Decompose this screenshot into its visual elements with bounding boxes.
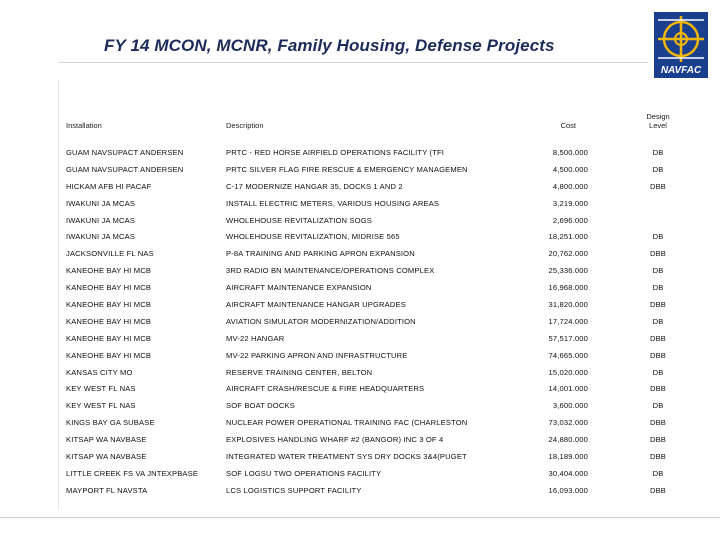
cost-cell: 4,500.000 xyxy=(552,164,588,174)
cost-cell: 3,219.000 xyxy=(552,198,588,208)
table-row xyxy=(0,484,720,501)
installation-cell: KANEOHE BAY HI MCB xyxy=(66,283,152,293)
design-level-cell: DB xyxy=(652,468,664,478)
cost-cell: 18,189.000 xyxy=(548,452,588,462)
design-level-cell: DB xyxy=(652,367,664,377)
description-cell: AVIATION SIMULATOR MODERNIZATION/ADDITION xyxy=(226,316,416,326)
cost-cell: 4,800.000 xyxy=(552,181,588,191)
column-header-description: Description xyxy=(226,121,264,130)
design-level-cell: DB xyxy=(652,316,664,326)
installation-cell: KANEOHE BAY HI MCB xyxy=(66,316,152,326)
footer-divider xyxy=(0,517,720,518)
design-level-cell: DB xyxy=(652,266,664,276)
table-row xyxy=(0,433,720,450)
description-cell: MV-22 HANGAR xyxy=(226,333,285,343)
description-cell: AIRCRAFT MAINTENANCE HANGAR UPGRADES xyxy=(226,300,406,310)
design-level-cell: DBB xyxy=(649,435,667,445)
table-row xyxy=(0,230,720,247)
installation-cell: JACKSONVILLE FL NAS xyxy=(66,249,154,259)
table-row xyxy=(0,281,720,298)
description-cell: INSTALL ELECTRIC METERS, VARIOUS HOUSING AREAS xyxy=(226,198,440,208)
cost-cell: 25,336.000 xyxy=(548,266,588,276)
logo-text: NAVFAC xyxy=(660,65,702,76)
cost-cell: 17,724.000 xyxy=(548,316,588,326)
design-level-cell: DB xyxy=(652,283,664,293)
cost-cell: 14,001.000 xyxy=(548,384,588,394)
column-header-cost: Cost xyxy=(560,121,576,130)
installation-cell: LITTLE CREEK FS VA JNTEXPBASE xyxy=(66,468,199,478)
table-row xyxy=(0,214,720,231)
design-level-cell: DBB xyxy=(649,350,667,360)
projects-table-body xyxy=(0,146,720,501)
table-row xyxy=(0,467,720,484)
table-row xyxy=(0,180,720,197)
table-row xyxy=(0,349,720,366)
design-level-cell: DB xyxy=(652,232,664,242)
table-row xyxy=(0,399,720,416)
description-cell: PRTC - RED HORSE AIRFIELD OPERATIONS FACILITY (TFI xyxy=(226,148,445,157)
cost-cell: 30,404.000 xyxy=(548,468,588,478)
installation-cell: KANEOHE BAY HI MCB xyxy=(66,266,152,276)
table-row xyxy=(0,332,720,349)
design-level-cell: DBB xyxy=(649,333,667,343)
column-header-design-level: Design Level xyxy=(646,112,670,130)
installation-cell: GUAM NAVSUPACT ANDERSEN xyxy=(66,164,184,174)
description-cell: AIRCRAFT MAINTENANCE EXPANSION xyxy=(226,283,372,293)
cost-cell: 16,968.000 xyxy=(548,283,588,293)
installation-cell: KITSAP WA NAVBASE xyxy=(66,452,147,462)
installation-cell: KEY WEST FL NAS xyxy=(66,384,136,394)
description-cell: 3RD RADIO BN MAINTENANCE/OPERATIONS COMPLEX xyxy=(226,266,435,276)
design-level-cell: DBB xyxy=(649,452,667,462)
installation-cell: IWAKUNI JA MCAS xyxy=(66,215,136,225)
design-level-cell: DBB xyxy=(649,384,667,394)
table-row xyxy=(0,163,720,180)
cost-cell: 74,665.000 xyxy=(548,350,588,360)
table-row xyxy=(0,382,720,399)
description-cell: PRTC SILVER FLAG FIRE RESCUE & EMERGENCY MANAGEMEN xyxy=(226,164,468,174)
installation-cell: KANSAS CITY MO xyxy=(66,367,133,377)
design-level-cell: DBB xyxy=(649,249,667,259)
cost-cell: 24,880.000 xyxy=(548,435,588,445)
description-cell: INTEGRATED WATER TREATMENT SYS DRY DOCKS 3&4(PUGET xyxy=(226,452,467,462)
installation-cell: KANEOHE BAY HI MCB xyxy=(66,350,152,360)
cost-cell: 2,696.000 xyxy=(552,215,588,225)
description-cell: WHOLEHOUSE REVITALIZATION SOGS xyxy=(226,215,372,225)
table-row xyxy=(0,298,720,315)
design-level-cell: DB xyxy=(652,401,664,411)
table-row xyxy=(0,247,720,264)
cost-cell: 16,093.000 xyxy=(548,485,588,495)
table-row xyxy=(0,264,720,281)
installation-cell: GUAM NAVSUPACT ANDERSEN xyxy=(66,148,184,157)
table-row xyxy=(0,197,720,214)
description-cell: SOF LOGSU TWO OPERATIONS FACILITY xyxy=(226,468,382,478)
table-row xyxy=(0,315,720,332)
cost-cell: 31,820.000 xyxy=(548,300,588,310)
installation-cell: MAYPORT FL NAVSTA xyxy=(66,485,148,495)
design-level-cell: DBB xyxy=(649,181,667,191)
installation-cell: KEY WEST FL NAS xyxy=(66,401,136,411)
cost-cell: 15,020.000 xyxy=(548,367,588,377)
cost-cell: 18,251.000 xyxy=(548,232,588,242)
description-cell: RESERVE TRAINING CENTER, BELTON xyxy=(226,367,373,377)
installation-cell: KANEOHE BAY HI MCB xyxy=(66,300,152,310)
installation-cell: IWAKUNI JA MCAS xyxy=(66,232,136,242)
cost-cell: 57,517.000 xyxy=(548,333,588,343)
column-header-installation: Installation xyxy=(66,121,102,130)
cost-cell: 8,500.000 xyxy=(552,148,588,157)
table-row xyxy=(0,146,720,163)
design-level-cell: DB xyxy=(652,148,664,157)
description-cell: C-17 MODERNIZE HANGAR 35, DOCKS 1 AND 2 xyxy=(226,181,403,191)
installation-cell: KANEOHE BAY HI MCB xyxy=(66,333,152,343)
table-header xyxy=(0,110,720,132)
description-cell: EXPLOSIVES HANDLING WHARF #2 (BANGOR) INC 3 OF 4 xyxy=(226,435,444,445)
design-level-cell: DBB xyxy=(649,485,667,495)
page-title: FY 14 MCON, MCNR, Family Housing, Defense Projects xyxy=(104,36,555,55)
design-level-cell: DBB xyxy=(649,300,667,310)
cost-cell: 20,762.000 xyxy=(548,249,588,259)
description-cell: MV-22 PARKING APRON AND INFRASTRUCTURE xyxy=(226,350,408,360)
description-cell: P-8A TRAINING AND PARKING APRON EXPANSION xyxy=(226,249,415,259)
cost-cell: 73,032.000 xyxy=(548,418,588,428)
cost-cell: 3,600.000 xyxy=(552,401,588,411)
table-row xyxy=(0,416,720,433)
table-row xyxy=(0,450,720,467)
description-cell: LCS LOGISTICS SUPPORT FACILITY xyxy=(226,485,362,495)
description-cell: NUCLEAR POWER OPERATIONAL TRAINING FAC (CHARLESTON xyxy=(226,418,468,428)
title-divider xyxy=(58,62,648,63)
description-cell: AIRCRAFT CRASH/RESCUE & FIRE HEADQUARTERS xyxy=(226,384,425,394)
design-level-cell: DB xyxy=(652,164,664,174)
design-level-cell: DBB xyxy=(649,418,667,428)
description-cell: WHOLEHOUSE REVITALIZATION, MIDRISE 565 xyxy=(226,232,400,242)
description-cell: SOF BOAT DOCKS xyxy=(226,401,295,411)
installation-cell: KINGS BAY GA SUBASE xyxy=(66,418,155,428)
table-row xyxy=(0,366,720,383)
installation-cell: HICKAM AFB HI PACAF xyxy=(66,181,152,191)
installation-cell: KITSAP WA NAVBASE xyxy=(66,435,147,445)
installation-cell: IWAKUNI JA MCAS xyxy=(66,198,136,208)
navfac-logo xyxy=(654,12,708,78)
